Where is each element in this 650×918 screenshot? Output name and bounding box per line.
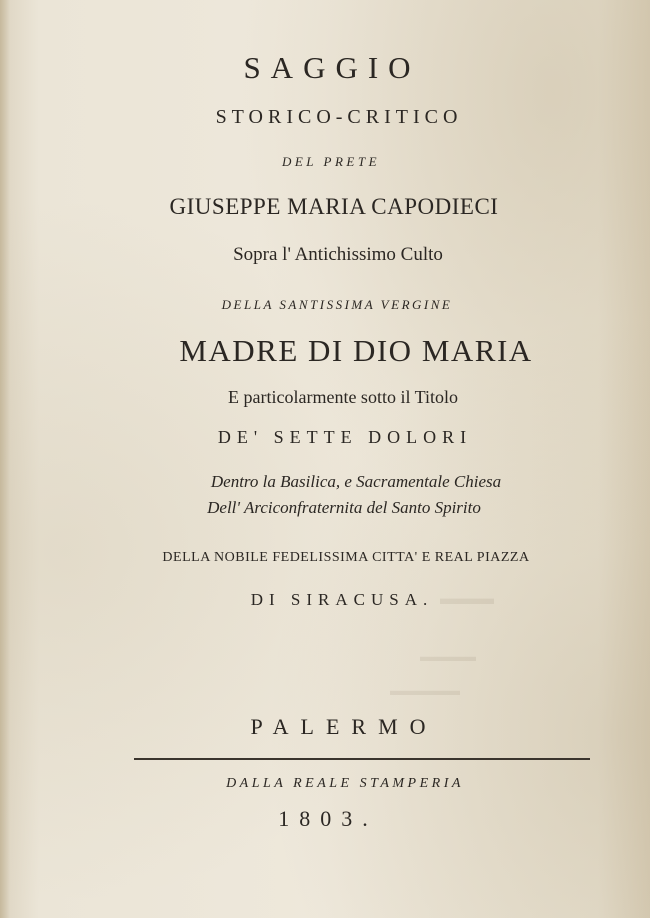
bleed-through-mark: ▬▬▬▬ (420, 650, 476, 665)
particular-line: E particolarmente sotto il Titolo (228, 387, 458, 407)
bleed-through-mark: ▬▬▬ (440, 588, 494, 608)
subject-heading: MADRE DI DIO MARIA (179, 333, 533, 368)
by-line: DEL PRETE (281, 154, 381, 169)
city-line: DELLA NOBILE FEDELISSIMA CITTA' E REAL PIAZZA (162, 550, 530, 565)
imprint-rule (134, 758, 590, 760)
bleed-through-mark: ▬▬▬▬▬ (390, 684, 460, 699)
location-line-1: Dentro la Basilica, e Sacramentale Chiesa (210, 472, 502, 491)
city-name: DI SIRACUSA. (250, 590, 434, 609)
imprint-printer: DALLA REALE STAMPERIA (226, 776, 464, 791)
author-name: GIUSEPPE MARIA CAPODIECI (169, 194, 499, 219)
imprint-year: 1803. (278, 806, 378, 831)
book-subtitle: STORICO-CRITICO (215, 106, 463, 128)
imprint-place: PALERMO (250, 714, 438, 739)
topic-line: Sopra l' Antichissimo Culto (233, 244, 443, 265)
devotion-title: DE' SETTE DOLORI (217, 427, 473, 447)
location-line-2: Dell' Arciconfraternita del Santo Spirito (207, 498, 481, 517)
book-title: SAGGIO (243, 50, 421, 85)
dedication-line: DELLA SANTISSIMA VERGINE (221, 297, 453, 312)
